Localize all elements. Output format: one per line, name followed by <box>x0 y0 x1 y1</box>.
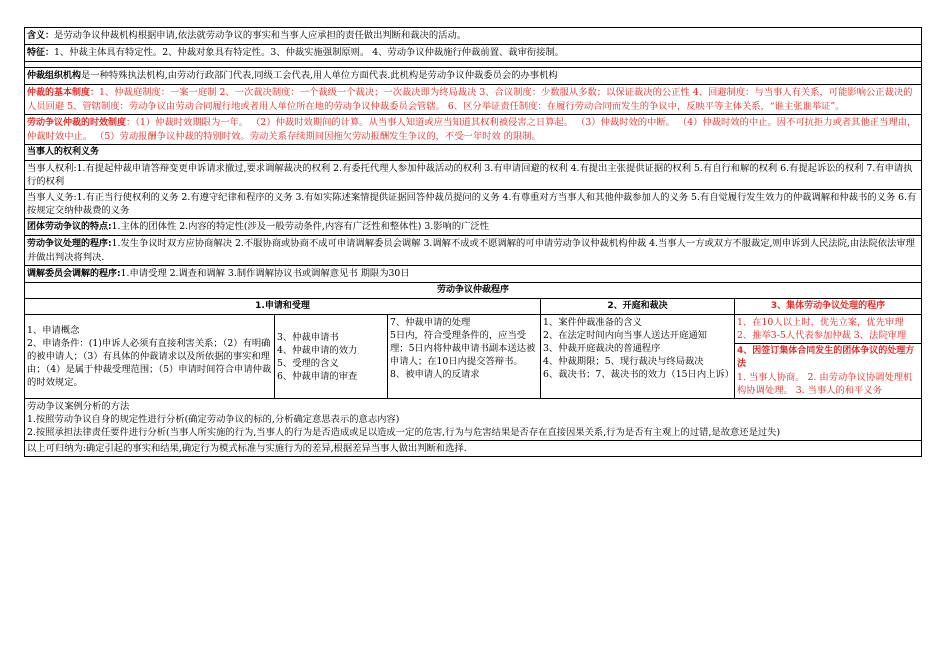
time-limit-text: ：（1）仲裁时效期限为一年。 （2）仲裁时效期间的计算。从当事人知道或应当知道其权利被侵害之日算起。 （3）仲裁时效的中断。 （4）仲裁时效的中止。因不可抗拒力或者其他正当理由，仲裁时效中止。 （5）劳动报酬争议仲裁的特别时效。劳动关系存续期间因拖欠劳动报酬发生争议的，不受一年时效 的限制。 <box>27 117 917 142</box>
header-application[interactable]: 1.申请和受理 <box>25 299 541 315</box>
parties-rights-cell[interactable]: 当事人权利:1.有提起仲裁申请答辩变更申诉请求撤过,要求调解裁决的权利 2.有委托代理人参加仲裁活动的权利 3.有申请回避的权利 4.有提出主张提供证据的权利 5.有自行和解的权利 6.有提起诉讼的权利 7.有申请执行的权利 <box>25 161 922 190</box>
features-label: 特征： <box>27 48 55 58</box>
time-limit-cell[interactable] <box>25 115 922 145</box>
header-collective[interactable]: 3、集体劳动争议处理的程序 <box>735 299 922 315</box>
hearing-line-4: 4、仲裁期限；5、现行裁决与终局裁决 <box>543 356 704 367</box>
collective-step-1: 1、在10人以上时，优先立案，优先审理 <box>737 317 904 328</box>
analysis-block[interactable] <box>25 399 922 441</box>
mediation-cell[interactable] <box>25 266 922 283</box>
definition-row <box>25 28 922 45</box>
basic-system-cell[interactable] <box>25 85 922 115</box>
application-doc-3: 5、受理的含义 <box>277 357 339 369</box>
procedure-cell[interactable] <box>25 236 922 266</box>
application-line-2: 2、申请条件：(1)申诉人必须有直接利害关系；（2）有明确的被申请人；（3）有具体的仲裁请求以及所依据的事实和理由；（4）是属于仲裁受理范围；（5）申请时间符合申请仲裁的时效规定。 <box>27 338 272 388</box>
collective-procedure-top <box>735 315 921 344</box>
mediation-text: 1.申请受理 2.调查和调解 3.制作调解协议书或调解意见书 期限为30日 <box>120 268 410 279</box>
organization-text: 是一种特殊执法机构,由劳动行政部门代表,同级工会代表,用人单位方面代表.此机构是劳动争议仲裁委员会的办事机构 <box>81 70 558 81</box>
application-conditions-cell[interactable] <box>25 315 275 399</box>
analysis-title-row <box>25 399 922 441</box>
parties-duties-row <box>25 190 922 219</box>
hearing-cell[interactable] <box>541 315 735 399</box>
definition-label: 含义： <box>27 31 55 41</box>
procedure-text: 1.发生争议时双方应协商解决 2.不服协商或协商不成可申请调解委员会调解 3.调解不成或不愿调解的可申请劳动争议仲裁机构仲裁 4.当事人一方或双方不服裁定,则申诉到人民法院,由法院依法审理并做出判决将判决. <box>27 238 915 263</box>
collective-contract-heading: 4、因签订集体合同发生的团体争议的处理方法 <box>737 346 915 369</box>
application-docs-cell[interactable] <box>275 315 388 399</box>
arbitration-procedure-title[interactable]: 劳动争议仲裁程序 <box>25 283 922 299</box>
parties-label[interactable]: 当事人的权利义务 <box>25 145 922 161</box>
collective-label: 团体劳动争议的特点: <box>27 222 112 232</box>
procedure-label: 劳动争议处理的程序: <box>27 239 112 249</box>
collective-cell[interactable] <box>25 219 922 236</box>
mediation-row <box>25 266 922 283</box>
parties-duties-cell[interactable]: 当事人义务:1.有正当行使权利的义务 2.有遵守纪律和程序的义务 3.有如实陈述案情提供证据回答仲裁员提问的义务 4.有尊重对方当事人和其他仲裁参加人的义务 5.有自觉履行发生效力的仲裁调解和仲裁书的义务 6.有按规定交纳仲裁费的义务 <box>25 190 922 219</box>
organization-row <box>25 68 922 85</box>
collective-procedure-cell[interactable] <box>735 315 922 399</box>
application-doc-2: 4、仲裁申请的效力 <box>277 344 358 356</box>
time-limit-label: 劳动争议仲裁的时效制度 <box>27 118 127 128</box>
basic-system-row <box>25 85 922 115</box>
application-handling-1: 7、仲裁申请的处理 <box>390 317 471 328</box>
time-limit-row <box>25 115 922 145</box>
definition-text: 是劳动争议仲裁机构根据申请,依法就劳动争议的事实和当事人应承担的责任做出判断和裁决的活动。 <box>54 30 467 41</box>
parties-header-row <box>25 145 922 161</box>
mediation-label: 调解委员会调解的程序: <box>27 269 121 279</box>
procedure-row <box>25 236 922 266</box>
application-doc-4: 6、仲裁申请的审查 <box>277 370 358 382</box>
analysis-item-1: 1.按照劳动争议自身的规定性进行分析(确定劳动争议的标的,分析确定意思表示的意志内容) <box>27 414 400 425</box>
arbitration-detail-row <box>25 315 922 399</box>
application-line-1: 1、申请概念 <box>27 325 80 336</box>
analysis-item-2: 2.按照承担法律责任要件进行分析(当事人所实施的行为,当事人的行为是否造成或足以造成一定的危害,行为与危害结果是否存在直接因果关系,行为是否有主观上的过错,是故意还是过失) <box>27 427 781 438</box>
collective-procedure-bottom <box>735 344 921 398</box>
organization-cell[interactable] <box>25 68 922 85</box>
application-handling-3: 8、被申请人的反请求 <box>390 369 480 380</box>
features-row <box>25 45 922 62</box>
application-handling-2: 5日内，符合受理条件的，应当受理；5日内将仲裁申请书副本送达被申请人；在10日内提交答辩书。 <box>390 330 536 367</box>
collective-contract-text: 1. 当事人协商。 2. 由劳动争议协调处理机构协调处理。 3. 当事人的和平义务 <box>737 372 913 396</box>
collective-step-2: 2、推举3-5人代表参加仲裁 3、法院审理 <box>737 330 907 341</box>
application-doc-1: 3、仲裁申请书 <box>277 331 339 343</box>
hearing-line-5: 6、裁决书；7、裁决书的效力（15日内上诉） <box>543 369 735 380</box>
analysis-summary-row <box>25 441 922 457</box>
arbitration-title-row <box>25 283 922 299</box>
hearing-line-3: 3、仲裁开庭裁决的普通程序 <box>543 343 661 354</box>
arbitration-headers-row <box>25 299 922 315</box>
application-handling-cell[interactable] <box>388 315 541 399</box>
organization-label: 仲裁组织机构 <box>27 71 82 81</box>
basic-system-text: 1、仲裁庭制度：一案一庭制 2、一次裁决制度：一个裁级一个裁决；一次裁决即为终局裁决 3、合议制度：少数服从多数；以保证裁决的公正性 4、回避制度：与当事人有关系，可能影响公正裁决的人员回避 5、管辖制度：劳动争议由劳动合同履行地或者用人单位所在地的劳动争议仲裁委员会管辖。 6、区分举证责任制度：在履行劳动合同而发生的争议中，反映平等主体关系，“谁主张谁举证”。 <box>27 87 913 112</box>
arbitration-summary-sheet <box>24 27 922 457</box>
analysis-summary[interactable]: 以上可归纳为:确定引起的事实和结果,确定行为模式标准与实施行为的差异,根据差异当事人做出判断和选择. <box>25 441 922 457</box>
hearing-line-2: 2、在法定时间内向当事人送达开庭通知 <box>543 330 707 341</box>
features-cell[interactable] <box>25 45 922 62</box>
analysis-title: 劳动争议案例分析的方法 <box>27 401 130 412</box>
definition-cell[interactable] <box>25 28 922 45</box>
collective-row <box>25 219 922 236</box>
basic-system-label: 仲裁的基本制度： <box>27 88 100 98</box>
header-hearing[interactable]: 2、开庭和裁决 <box>541 299 735 315</box>
features-text: 1、仲裁主体具有特定性。2、仲裁对象具有特定性。3、仲裁实施强制原则。 4、劳动争议仲裁施行仲裁前置、裁审衔接制。 <box>54 47 565 58</box>
parties-rights-row <box>25 161 922 190</box>
collective-text: 1.主体的团体性 2.内容的特定性(涉及一般劳动条件,内容有广泛性和整体性) 3.影响的广泛性 <box>111 221 490 232</box>
hearing-line-1: 1、案件仲裁准备的含义 <box>543 317 642 328</box>
